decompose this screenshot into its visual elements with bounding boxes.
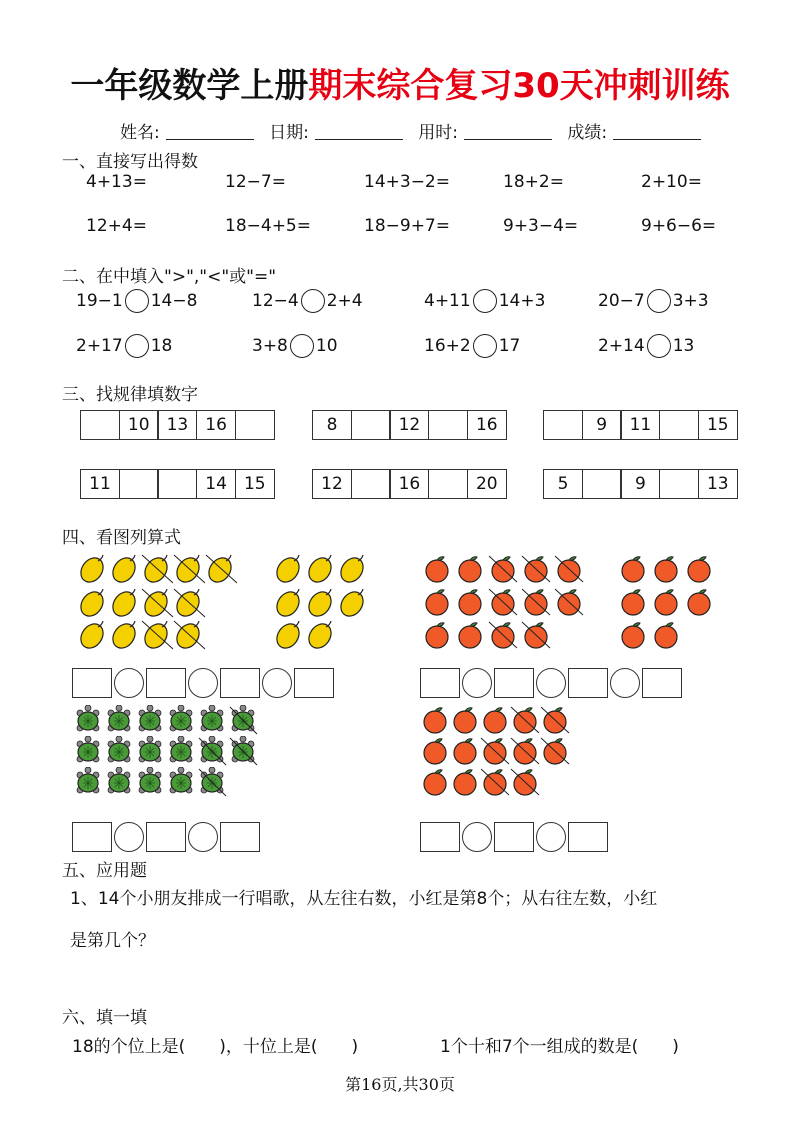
compare-left: 20−7 — [598, 291, 645, 311]
lemon-icon — [272, 553, 306, 587]
number-box[interactable] — [146, 822, 186, 852]
equation-answer-row — [72, 668, 334, 698]
compare-circle[interactable] — [290, 334, 314, 358]
number-box[interactable] — [494, 822, 534, 852]
fill-question-b: 1个十和7个一组成的数是( ) — [440, 1037, 679, 1057]
equation-answer-row — [420, 668, 682, 698]
arithmetic-problem: 12+4= — [86, 216, 147, 236]
orange-icon — [455, 587, 485, 617]
section-2-heading: 二、在中填入">","<"或"=" — [62, 267, 277, 287]
lemon-icon — [140, 587, 174, 621]
number-box[interactable] — [568, 822, 608, 852]
orange-icon — [510, 736, 540, 766]
orange-icon — [488, 554, 518, 584]
orange-icon — [420, 705, 450, 735]
orange-icon — [480, 736, 510, 766]
turtle-icon — [228, 705, 258, 735]
sequence-cell: 11 — [80, 469, 120, 499]
lemon-icon — [76, 553, 110, 587]
sequence-cell: 9 — [582, 410, 622, 440]
arithmetic-problem: 12−7= — [225, 172, 286, 192]
lemon-icon — [172, 619, 206, 653]
sequence-blank[interactable] — [80, 410, 120, 440]
arithmetic-problem: 18−4+5= — [225, 216, 311, 236]
sequence-cell: 8 — [312, 410, 352, 440]
compare-right: 14+3 — [498, 291, 546, 311]
sequence-cell: 9 — [620, 469, 660, 499]
title-red: 期末综合复习30天冲刺训练 — [308, 66, 730, 106]
orange-icon — [684, 554, 714, 584]
lemon-icon — [336, 587, 370, 621]
section-1-heading: 一、直接写出得数 — [62, 152, 198, 172]
operator-circle[interactable] — [610, 668, 640, 698]
lemon-icon — [140, 619, 174, 653]
number-box[interactable] — [220, 668, 260, 698]
sequence-blank[interactable] — [659, 410, 699, 440]
operator-circle[interactable] — [536, 668, 566, 698]
orange-icon — [651, 620, 681, 650]
turtle-icon — [73, 767, 103, 797]
compare-problem — [252, 334, 338, 358]
section-5-heading: 五、应用题 — [62, 861, 147, 881]
arithmetic-problem: 9+3−4= — [503, 216, 579, 236]
compare-left: 2+14 — [598, 336, 645, 356]
compare-right: 13 — [672, 336, 695, 356]
turtle-icon — [197, 705, 227, 735]
compare-left: 19−1 — [76, 291, 123, 311]
sequence-blank[interactable] — [351, 469, 391, 499]
orange-icon — [422, 554, 452, 584]
number-sequence — [543, 410, 738, 440]
lemon-icon — [304, 619, 338, 653]
sequence-blank[interactable] — [582, 469, 622, 499]
sequence-blank[interactable] — [157, 469, 197, 499]
lemon-icon — [204, 553, 238, 587]
number-box[interactable] — [220, 822, 260, 852]
student-info-row — [120, 118, 711, 143]
turtle-icon — [135, 767, 165, 797]
equation-answer-row — [72, 822, 260, 852]
operator-circle[interactable] — [188, 668, 218, 698]
time-line[interactable] — [464, 125, 552, 140]
sequence-blank[interactable] — [428, 469, 468, 499]
sequence-cell: 10 — [119, 410, 159, 440]
orange-icon — [450, 767, 480, 797]
number-sequence — [312, 469, 507, 499]
orange-icon — [480, 705, 510, 735]
compare-right: 3+3 — [672, 291, 709, 311]
orange-icon — [455, 554, 485, 584]
compare-left: 16+2 — [424, 336, 471, 356]
turtle-icon — [166, 767, 196, 797]
section-6-heading: 六、填一填 — [62, 1008, 147, 1028]
turtle-icon — [73, 705, 103, 735]
time-label: 用时: — [418, 123, 459, 143]
compare-left: 3+8 — [252, 336, 288, 356]
equation-answer-row — [420, 822, 608, 852]
sequence-blank[interactable] — [119, 469, 159, 499]
question-1-line-1: 1、14个小朋友排成一行唱歌，从左往右数，小红是第8个；从右往左数，小红 — [70, 889, 658, 909]
sequence-cell: 15 — [235, 469, 275, 499]
number-box[interactable] — [420, 822, 460, 852]
title-black: 一年级数学上册 — [70, 66, 309, 106]
turtle-icon — [104, 705, 134, 735]
orange-icon — [420, 767, 450, 797]
turtle-icon — [166, 736, 196, 766]
lemon-icon — [272, 587, 306, 621]
orange-icon — [618, 587, 648, 617]
compare-right: 10 — [315, 336, 338, 356]
compare-circle[interactable] — [473, 289, 497, 313]
number-box[interactable] — [72, 668, 112, 698]
section-3-heading: 三、找规律填数字 — [62, 385, 198, 405]
name-line[interactable] — [166, 125, 254, 140]
orange-icon — [422, 620, 452, 650]
lemon-icon — [108, 587, 142, 621]
sequence-cell: 12 — [312, 469, 352, 499]
compare-problem — [424, 289, 545, 313]
compare-problem — [424, 334, 520, 358]
operator-circle[interactable] — [114, 822, 144, 852]
compare-right: 14−8 — [150, 291, 198, 311]
sequence-blank[interactable] — [235, 410, 275, 440]
sequence-cell: 16 — [467, 410, 507, 440]
sequence-blank[interactable] — [659, 469, 699, 499]
compare-circle[interactable] — [125, 289, 149, 313]
turtle-icon — [228, 736, 258, 766]
page-footer: 第16页,共30页 — [345, 1075, 455, 1094]
orange-icon — [521, 554, 551, 584]
number-box[interactable] — [420, 668, 460, 698]
fill-question-a: 18的个位上是( )，十位上是( ) — [72, 1037, 359, 1057]
sequence-cell: 13 — [698, 469, 738, 499]
compare-circle[interactable] — [647, 334, 671, 358]
compare-circle[interactable] — [125, 334, 149, 358]
lemon-icon — [272, 619, 306, 653]
sequence-cell: 15 — [698, 410, 738, 440]
name-label: 姓名: — [120, 123, 160, 143]
number-sequence — [312, 410, 507, 440]
arithmetic-problem: 14+3−2= — [364, 172, 450, 192]
orange-icon — [540, 705, 570, 735]
lemon-icon — [172, 587, 206, 621]
sequence-cell: 5 — [543, 469, 583, 499]
orange-icon — [450, 705, 480, 735]
lemon-icon — [108, 553, 142, 587]
number-box[interactable] — [494, 668, 534, 698]
orange-icon — [455, 620, 485, 650]
orange-icon — [651, 587, 681, 617]
compare-problem — [76, 334, 172, 358]
compare-left: 12−4 — [252, 291, 299, 311]
turtle-icon — [197, 767, 227, 797]
sequence-cell: 13 — [157, 410, 197, 440]
compare-circle[interactable] — [647, 289, 671, 313]
compare-right: 18 — [150, 336, 173, 356]
sequence-cell: 16 — [389, 469, 429, 499]
orange-icon — [684, 587, 714, 617]
orange-icon — [521, 587, 551, 617]
number-sequence — [543, 469, 738, 499]
orange-icon — [618, 620, 648, 650]
arithmetic-problem: 2+10= — [641, 172, 702, 192]
score-line[interactable] — [613, 125, 701, 140]
orange-icon — [540, 736, 570, 766]
operator-circle[interactable] — [114, 668, 144, 698]
number-box[interactable] — [642, 668, 682, 698]
arithmetic-problem: 18+2= — [503, 172, 564, 192]
compare-problem — [252, 289, 363, 313]
sequence-cell: 11 — [620, 410, 660, 440]
turtle-icon — [166, 705, 196, 735]
turtle-icon — [135, 705, 165, 735]
lemon-icon — [76, 619, 110, 653]
compare-left: 2+17 — [76, 336, 123, 356]
orange-icon — [510, 767, 540, 797]
arithmetic-problem: 4+13= — [86, 172, 147, 192]
number-box[interactable] — [294, 668, 334, 698]
sequence-cell: 12 — [389, 410, 429, 440]
orange-icon — [521, 620, 551, 650]
section-4-heading: 四、看图列算式 — [62, 528, 181, 548]
page-title — [0, 58, 800, 107]
sequence-cell: 14 — [196, 469, 236, 499]
compare-right: 2+4 — [326, 291, 363, 311]
turtle-icon — [104, 736, 134, 766]
operator-circle[interactable] — [462, 668, 492, 698]
number-box[interactable] — [568, 668, 608, 698]
operator-circle[interactable] — [188, 822, 218, 852]
arithmetic-problem: 9+6−6= — [641, 216, 717, 236]
arithmetic-problem: 18−9+7= — [364, 216, 450, 236]
orange-icon — [618, 554, 648, 584]
number-sequence — [80, 410, 275, 440]
sequence-cell: 16 — [196, 410, 236, 440]
sequence-blank[interactable] — [351, 410, 391, 440]
orange-icon — [420, 736, 450, 766]
lemon-icon — [76, 587, 110, 621]
sequence-blank[interactable] — [543, 410, 583, 440]
orange-icon — [510, 705, 540, 735]
lemon-icon — [108, 619, 142, 653]
compare-right: 17 — [498, 336, 521, 356]
operator-circle[interactable] — [262, 668, 292, 698]
lemon-icon — [172, 553, 206, 587]
turtle-icon — [73, 736, 103, 766]
lemon-icon — [304, 587, 338, 621]
orange-icon — [488, 620, 518, 650]
number-box[interactable] — [146, 668, 186, 698]
turtle-icon — [135, 736, 165, 766]
lemon-icon — [304, 553, 338, 587]
compare-circle[interactable] — [473, 334, 497, 358]
orange-icon — [651, 554, 681, 584]
compare-circle[interactable] — [301, 289, 325, 313]
orange-icon — [554, 554, 584, 584]
date-line[interactable] — [315, 125, 403, 140]
operator-circle[interactable] — [462, 822, 492, 852]
number-sequence — [80, 469, 275, 499]
compare-problem — [598, 334, 694, 358]
score-label: 成绩: — [567, 123, 608, 143]
number-box[interactable] — [72, 822, 112, 852]
date-label: 日期: — [269, 123, 309, 143]
orange-icon — [450, 736, 480, 766]
lemon-icon — [140, 553, 174, 587]
turtle-icon — [104, 767, 134, 797]
lemon-icon — [336, 553, 370, 587]
orange-icon — [422, 587, 452, 617]
compare-left: 4+11 — [424, 291, 471, 311]
orange-icon — [488, 587, 518, 617]
sequence-blank[interactable] — [428, 410, 468, 440]
turtle-icon — [197, 736, 227, 766]
operator-circle[interactable] — [536, 822, 566, 852]
question-1-line-2: 是第几个？ — [70, 931, 155, 951]
compare-problem — [598, 289, 709, 313]
orange-icon — [554, 587, 584, 617]
sequence-cell: 20 — [467, 469, 507, 499]
compare-problem — [76, 289, 197, 313]
orange-icon — [480, 767, 510, 797]
